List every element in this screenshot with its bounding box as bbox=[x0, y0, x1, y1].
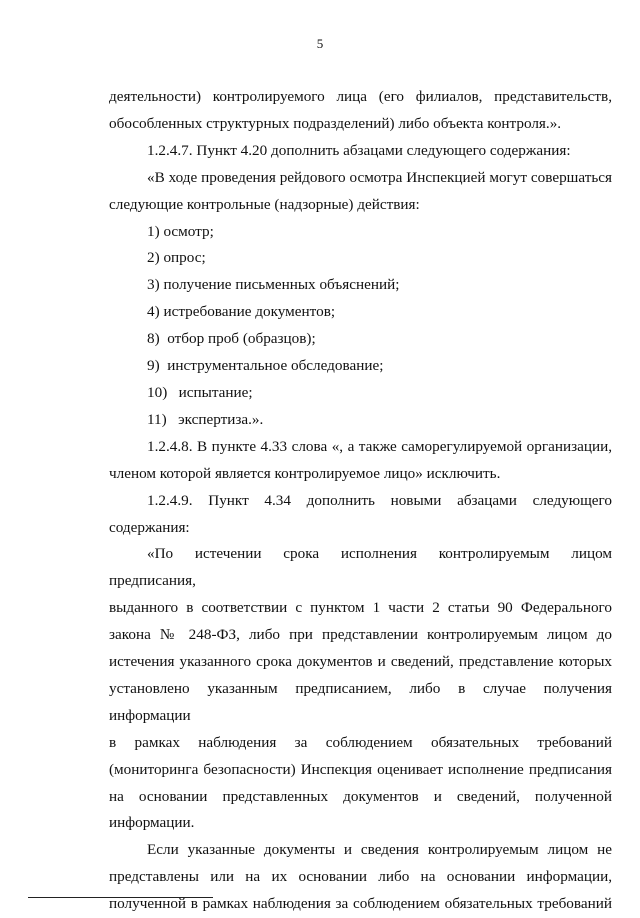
paragraph-line: на основании представленных документов и сведений, полученной bbox=[109, 787, 612, 805]
paragraph-line: информации. bbox=[109, 814, 195, 832]
list-item: 2) опрос; bbox=[147, 249, 206, 267]
paragraph-heading: 1.2.4.7. Пункт 4.20 дополнить абзацами следующего содержания: bbox=[147, 141, 571, 159]
paragraph-line: 1.2.4.9. Пункт 4.34 дополнить новыми абзацами следующего bbox=[147, 491, 612, 509]
paragraph-line: «По истечении срока исполнения контролируемым лицом предписания, bbox=[109, 545, 612, 590]
page-number: 5 bbox=[316, 36, 324, 51]
paragraph-line: Если указанные документы и сведения контролируемым лицом не bbox=[147, 841, 612, 859]
page-footer-rule bbox=[28, 897, 213, 898]
paragraph-line: следующие контрольные (надзорные) действия: bbox=[109, 195, 420, 213]
paragraph-line: содержания: bbox=[109, 518, 190, 536]
paragraph-line: установлено указанным предписанием, либо в случае получения информации bbox=[109, 679, 612, 724]
list-item: 10) испытание; bbox=[147, 383, 253, 401]
paragraph-line: закона № 248-ФЗ, либо при представлении контролируемым лицом до bbox=[109, 626, 612, 644]
list-item: 9) инструментальное обследование; bbox=[147, 357, 384, 375]
paragraph-line: в рамках наблюдения за соблюдением обязательных требований bbox=[109, 733, 612, 751]
paragraph-line: членом которой является контролируемое лицо» исключить. bbox=[109, 464, 501, 482]
paragraph-line: «В ходе проведения рейдового осмотра Инспекцией могут совершаться bbox=[147, 168, 612, 186]
paragraph-line: деятельности) контролируемого лица (его филиалов, представительств, bbox=[109, 88, 612, 105]
list-item: 8) отбор проб (образцов); bbox=[147, 330, 316, 348]
paragraph-line: полученной в рамках наблюдения за соблюдением обязательных требований bbox=[109, 895, 612, 913]
paragraph-line: истечения указанного срока документов и сведений, представление которых bbox=[109, 653, 612, 671]
list-item: 3) получение письменных объяснений; bbox=[147, 276, 400, 294]
paragraph-line: представлены или на их основании либо на основании информации, bbox=[109, 868, 612, 886]
paragraph-line: обособленных структурных подразделений) либо объекта контроля.». bbox=[109, 114, 562, 132]
document-body bbox=[109, 84, 612, 918]
list-item: 1) осмотр; bbox=[147, 222, 214, 240]
paragraph-line: выданного в соответствии с пунктом 1 части 2 статьи 90 Федерального bbox=[109, 599, 612, 617]
paragraph-line: 1.2.4.8. В пункте 4.33 слова «, а также саморегулируемой организации, bbox=[147, 437, 612, 455]
list-item: 4) истребование документов; bbox=[147, 303, 336, 321]
list-item: 11) экспертиза.». bbox=[147, 410, 264, 428]
paragraph-line: (мониторинга безопасности) Инспекция оценивает исполнение предписания bbox=[109, 760, 612, 778]
